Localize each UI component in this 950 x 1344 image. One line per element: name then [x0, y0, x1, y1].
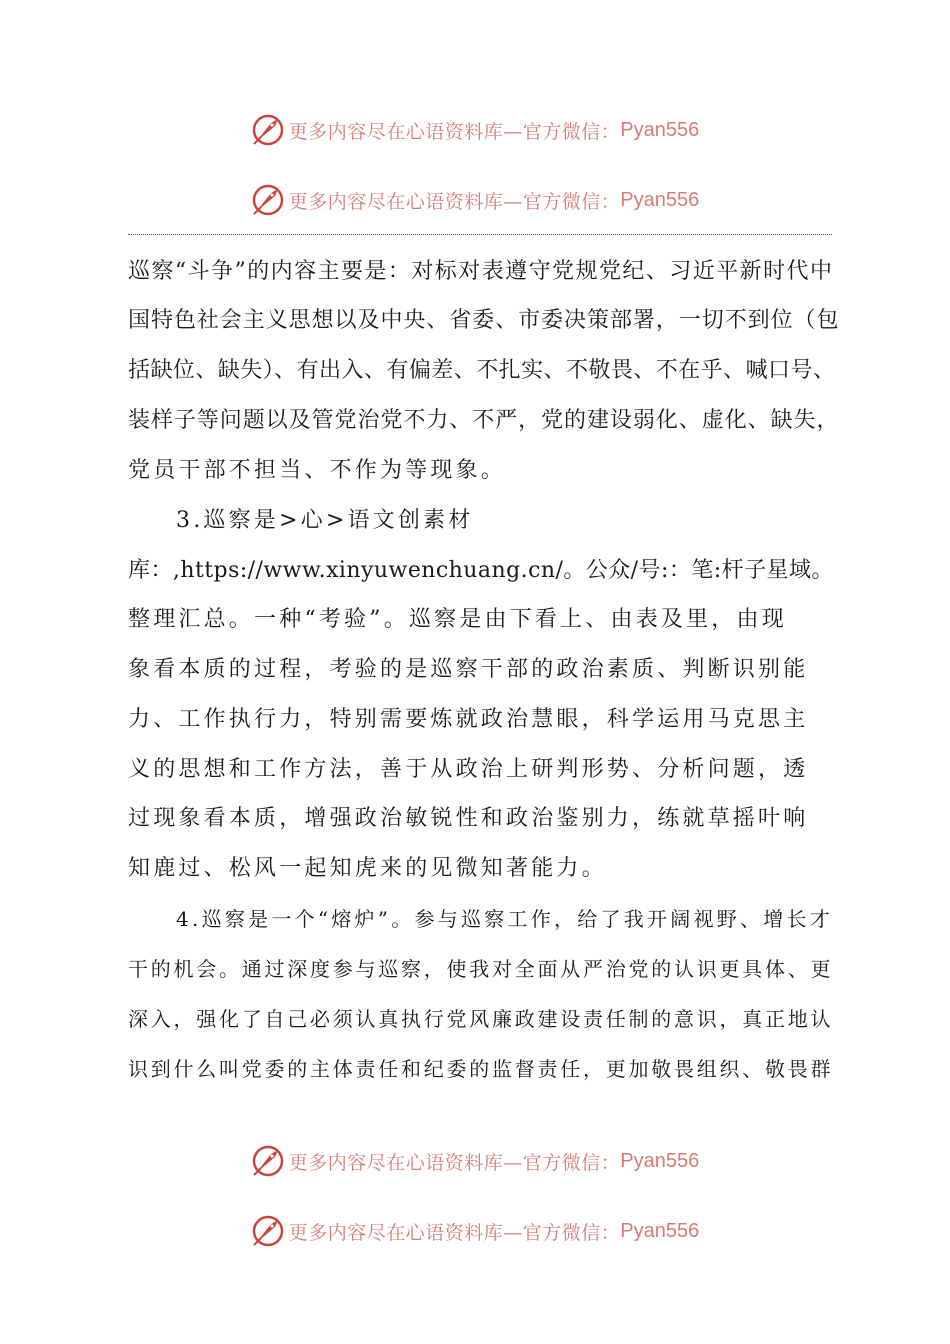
wechat-id: Pyan556: [620, 188, 700, 211]
watermark-text: 更多内容尽在心语资料库—官方微信：: [288, 1221, 621, 1244]
watermark-banner: [0, 1209, 950, 1253]
wechat-id: Pyan556: [620, 118, 700, 141]
paragraph-line: 括缺位、缺失）、有出入、有偏差、不扎实、不敬畏、不在乎、喊口号、: [128, 358, 836, 383]
paragraph-line: 象看本质的过程，考验的是巡察干部的政治素质、判断识别能: [128, 657, 809, 682]
paragraph-line: 党员干部不担当、不作为等现象。: [128, 458, 507, 483]
wechat-id: Pyan556: [620, 1219, 700, 1242]
paragraph-line: 深入，强化了自己必须认真执行党风廉政建设责任制的意识，真正地认: [128, 1007, 834, 1031]
paragraph-line: 3.巡察是>心>语文创素材: [176, 508, 474, 533]
header-divider: [128, 234, 832, 235]
paragraph-line: 过现象看本质，增强政治敏锐性和政治鉴别力，练就草摇叶响: [128, 806, 809, 831]
fountain-pen-logo-icon: [251, 1144, 285, 1178]
paragraph-line: 识到什么叫党委的主体责任和纪委的监督责任，更加敬畏组织、敬畏群: [128, 1057, 834, 1081]
paragraph-line: 干的机会。通过深度参与巡察，使我对全面从严治党的认识更具体、更: [128, 957, 834, 981]
watermark-banner: [0, 108, 950, 152]
fountain-pen-logo-icon: [251, 1214, 285, 1248]
paragraph-line: 巡察“斗争”的内容主要是：对标对表遵守党规党纪、习近平新时代中: [128, 259, 834, 284]
paragraph-line: 力、工作执行力，特别需要炼就政治慧眼，科学运用马克思主: [128, 707, 809, 732]
paragraph-line: 装样子等问题以及管党治党不力、不严，党的建设弱化、虚化、缺失，: [128, 408, 840, 433]
fountain-pen-logo-icon: [251, 113, 285, 147]
watermark-text: 更多内容尽在心语资料库—官方微信：: [288, 1151, 621, 1174]
paragraph-line: 库：,https://www.xinyuwenchuang.cn/。公众/号:：笔:杆子星域。: [128, 558, 834, 583]
watermark-banner: [0, 178, 950, 222]
paragraph-line: 义的思想和工作方法，善于从政治上研判形势、分析问题，透: [128, 757, 809, 782]
paragraph-line: 4.巡察是一个“熔炉”。参与巡察工作，给了我开阔视野、增长才: [176, 907, 834, 931]
fountain-pen-logo-icon: [251, 183, 285, 217]
watermark-text: 更多内容尽在心语资料库—官方微信：: [288, 190, 621, 213]
wechat-id: Pyan556: [620, 1149, 700, 1172]
paragraph-line: 知鹿过、松风一起知虎来的见微知著能力。: [128, 856, 607, 881]
watermark-text: 更多内容尽在心语资料库—官方微信：: [288, 120, 621, 143]
paragraph-line: 整理汇总。一种“考验”。巡察是由下看上、由表及里，由现: [128, 607, 787, 632]
paragraph-line: 国特色社会主义思想以及中央、省委、市委决策部署，一切不到位（包: [128, 308, 840, 333]
watermark-banner: [0, 1139, 950, 1183]
